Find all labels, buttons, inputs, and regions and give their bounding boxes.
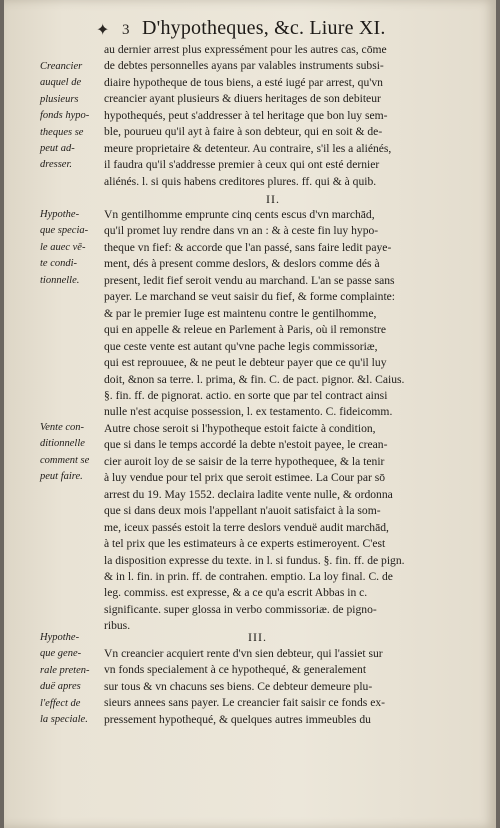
text-line: sieurs annees sans payer. Le creancier fait saisir ce fonds ex-: [104, 696, 386, 710]
section-1-text: [104, 42, 464, 190]
text-line: present, ledit fief seroit vendu au marchand. L'an se passe sans: [104, 273, 395, 287]
section-2-text: [104, 207, 464, 635]
text-line: Vn creancier acquiert rente d'vn sien debteur, qui l'assiet sur: [104, 647, 383, 660]
fleuron-ornament-icon: ✦: [96, 22, 110, 39]
margin-note-line: theques se: [40, 126, 84, 138]
text-line: me, iceux passés estoit la terre deslors venduë audit marchād,: [104, 520, 389, 534]
margin-note-line: que gene-: [40, 648, 82, 660]
text-line: ment, dés à present comme deslors, & deslors comme dés à: [104, 257, 380, 271]
text-line: diaire hypotheque de tous biens, a esté iugé par arrest, qu'vn: [104, 75, 383, 89]
text-line: à luy vendue pour tel prix que seroit estimee. La Cour par sō: [104, 471, 386, 485]
margin-note-line: rale preten-: [40, 664, 90, 676]
margin-note-hypotheque-generale: [40, 630, 102, 728]
margin-note-line: Creancier: [40, 61, 83, 72]
text-line: il faudra qu'il s'addresse premier à ceux qui ont esté dernier: [104, 158, 380, 172]
margin-note-line: comment se: [40, 454, 90, 466]
running-title: D'hypotheques, &c. Liure XI.: [142, 17, 386, 39]
text-line: meure proprietaire & detenteur. Au contraire, s'il les a aliénés,: [104, 141, 392, 155]
text-line: à tel prix que les estimateurs à ce experts estimeroyent. C'est: [104, 537, 386, 551]
text-line: doit, &non sa terre. l. prima, & fin. C. de pact. pignor. &l. Caius.: [104, 372, 405, 386]
text-line: cier auroit loy de se saisir de la terre hypothequee, & la tenir: [104, 454, 385, 468]
section-number-2: II.: [266, 192, 280, 206]
margin-note-line: Hypothe-: [40, 632, 80, 643]
text-line: aliénés. l. si quis habens creditores plures. ff. qui & à quib.: [104, 174, 377, 188]
text-line: la disposition expresse du texte. in l. si fundus. §. fin. ff. de pign.: [104, 553, 405, 567]
text-line: qu'il promet luy rendre dans vn an : & à ceste fin luy hypo-: [104, 224, 379, 238]
margin-note-line: la speciale.: [40, 714, 88, 726]
text-line: & par le premier Iuge est maintenu contre le gentilhomme,: [104, 306, 377, 320]
text-line: que si dans deux mois l'appellant n'auoit satisfaict à la som-: [104, 504, 381, 518]
text-line: que ceste vente est autant qu'vne pache legis commissoriæ,: [104, 339, 378, 353]
text-line: creancier ayant plusieurs & diuers heritages de son debiteur: [104, 92, 381, 106]
margin-note-line: tionnelle.: [40, 274, 80, 286]
margin-note-hypotheque-speciale: [40, 207, 102, 289]
text-line: & in l. fin. in prin. ff. de contrahen. emptio. La loy final. C. de: [104, 569, 393, 583]
text-line: de debtes personnelles ayans par valables instruments subsi-: [104, 59, 384, 73]
text-line: sur tous & vn chacuns ses biens. Ce debteur demeure plu-: [104, 679, 373, 693]
text-line: pressement hypothequé, & quelques autres immeubles du: [104, 712, 371, 726]
section-3-text: [104, 646, 464, 728]
margin-note-line: auquel de: [40, 77, 82, 89]
margin-note-creancier: [40, 59, 102, 174]
text-line: payer. Le marchand se veut saisir du fief, & forme complainte:: [104, 290, 396, 304]
text-line: qui en appelle & releue en Parlement à Paris, où il remonstre: [104, 323, 387, 337]
margin-note-line: duë apres: [40, 681, 81, 693]
margin-note-line: que specia-: [40, 225, 89, 237]
book-page: [4, 0, 496, 828]
margin-note-vente-conditionnelle: [40, 420, 102, 486]
text-line: hypothequés, peut s'addresser à tel heritage que bon luy sem-: [104, 108, 388, 122]
margin-note-line: peut faire.: [40, 471, 83, 483]
margin-note-line: ditionnelle: [40, 438, 85, 450]
margin-note-line: te condi-: [40, 258, 78, 270]
text-line: Vn gentilhomme emprunte cinq cents escus d'vn marchād,: [104, 208, 375, 221]
page-number: 3: [122, 22, 130, 38]
margin-note-line: fonds hypo-: [40, 110, 90, 122]
text-line: arrest du 19. May 1552. declaira ladite vente nulle, & ordonna: [104, 487, 393, 501]
text-line: significante. super glossa in verbo commissoriæ. de pigno-: [104, 602, 377, 616]
text-line: ble, pourueu qu'il ayt à faire à son debteur, qui en soit & de-: [104, 125, 383, 139]
section-number-3: III.: [248, 630, 267, 644]
text-line: leg. commiss. est expresse, & a ce qu'a escrit Abbas in c.: [104, 586, 368, 600]
margin-note-line: le auec vē-: [40, 241, 86, 253]
page-header: [4, 10, 496, 40]
text-line: que si dans le temps accordé la debte n'estoit payee, le crean-: [104, 438, 388, 452]
text-line: vn fonds specialement à ce hypothequé, & generalement: [104, 663, 367, 677]
margin-note-line: Vente con-: [40, 422, 85, 433]
margin-note-line: plusieurs: [40, 93, 79, 105]
text-line: ribus.: [104, 619, 131, 633]
text-line: qui est reprouuee, & ne peut le debteur payer que ce qu'il luy: [104, 356, 387, 370]
text-line: au dernier arrest plus expressément pour les autres cas, cōme: [104, 43, 387, 56]
text-line: theque vn fief: & accorde que l'an passé, sans faire ledit paye-: [104, 240, 392, 254]
text-line: §. fin. ff. de pignorat. actio. en sorte que par tel contract ainsi: [104, 388, 388, 402]
text-line: Autre chose seroit si l'hypotheque estoit faicte à condition,: [104, 421, 376, 435]
margin-note-line: dresser.: [40, 159, 72, 171]
margin-note-line: Hypothe-: [40, 209, 80, 220]
margin-note-line: peut ad-: [40, 143, 75, 155]
margin-note-line: l'effect de: [40, 697, 81, 709]
text-line: nulle n'est acquise possession, l. ex testamento. C. fideicomm.: [104, 405, 393, 419]
